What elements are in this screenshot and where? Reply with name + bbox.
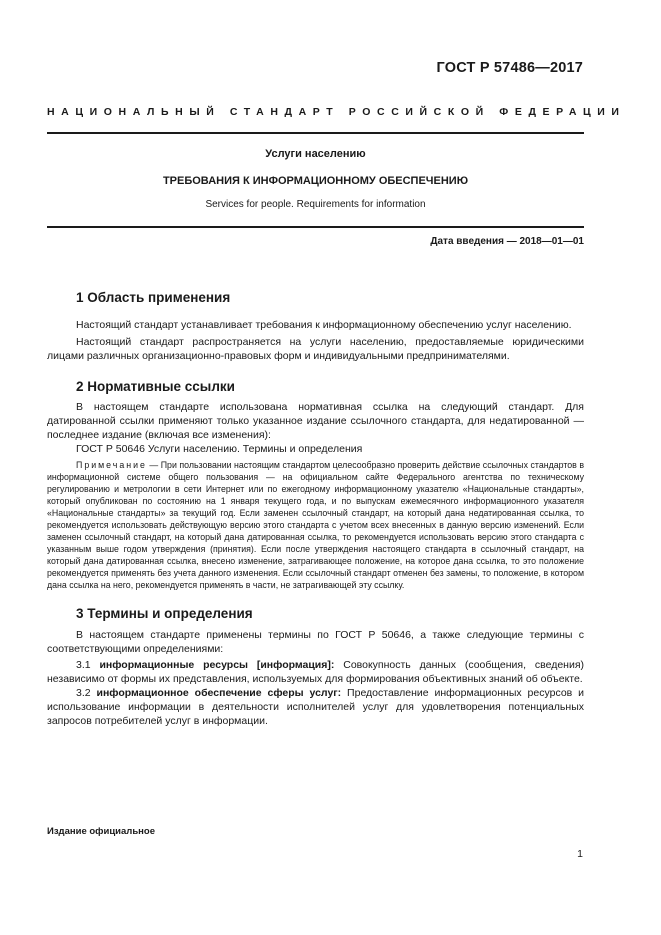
document-title: ТРЕБОВАНИЯ К ИНФОРМАЦИОННОМУ ОБЕСПЕЧЕНИЮ	[162, 175, 469, 187]
term-3-2-definition: Предоставление информационных ресурсов и использование информации в деятельности исполнителей услуг для удовлетворения потенциальных запросов потребителей услуг в информации.	[47, 687, 584, 727]
page-number: 1	[577, 848, 583, 860]
introduction-date: Дата введения — 2018—01—01	[430, 236, 584, 247]
term-3-1-number: 3.1	[76, 659, 100, 671]
section-2-paragraph-1: В настоящем стандарте использована нормативная ссылка на следующий стандарт. Для датированной ссылки применяют только указанное издание ссылочного стандарта, для недатированной — последнее издание (включая все изменения):	[47, 401, 584, 441]
section-3-paragraph-1: В настоящем стандарте применены термины по ГОСТ Р 50646, а также следующие термины с соответствующими определениями:	[47, 629, 584, 655]
bottom-divider	[47, 226, 584, 228]
term-3-2-name: информационное обеспечение сферы услуг:	[96, 687, 342, 699]
section-1-paragraph-1: Настоящий стандарт устанавливает требования к информационному обеспечению услуг населению.	[76, 319, 572, 331]
document-number: ГОСТ Р 57486—2017	[436, 60, 583, 76]
section-3-heading: 3 Термины и определения	[76, 606, 253, 621]
term-3-2	[47, 686, 584, 728]
term-3-2-number: 3.2	[76, 687, 97, 699]
normative-reference: ГОСТ Р 50646 Услуги населению. Термины и определения	[76, 443, 363, 455]
official-edition-label: Издание официальное	[47, 826, 155, 837]
note-label: Примечание	[76, 460, 147, 470]
term-3-1	[47, 658, 584, 686]
subject-title: Услуги населению	[265, 148, 366, 160]
section-2-heading: 2 Нормативные ссылки	[76, 379, 235, 394]
national-standard-caption: НАЦИОНАЛЬНЫЙ СТАНДАРТ РОССИЙСКОЙ ФЕДЕРАЦИИ	[47, 106, 626, 118]
term-3-1-definition: Совокупность данных (сообщения, сведения) независимо от формы их представления, используемых для формирования объективных знаний об объекте.	[47, 659, 585, 685]
section-1-heading: 1 Область применения	[76, 290, 231, 305]
top-divider	[47, 132, 584, 134]
document-body	[47, 289, 585, 728]
term-3-1-name: информационные ресурсы [информация]:	[99, 659, 335, 671]
section-1-paragraph-2: Настоящий стандарт распространяется на услуги населению, предоставляемые юридическими лицами различных организационно-правовых форм и индивидуальными предпринимателями.	[47, 336, 584, 362]
section-2-note	[47, 459, 584, 591]
english-title: Services for people. Requirements for information	[205, 199, 426, 210]
note-text: — При пользовании настоящим стандартом целесообразно проверить действие ссылочных стандартов в информационной системе общего пользования — на официальном сайте Федерального агентства по техническому регулированию и метрологии в сети Интернет или по ежегодному информационному указателю «Национальные стандарты», который опубликован по состоянию на 1 января текущего года, и по выпускам ежемесячного информационного указателя «Национальные стандарты» за текущий год. Если заменен ссылочный стандарт, на который дана недатированная ссылка, то рекомендуется использовать действующую версию этого стандарта с учетом всех внесенных в данную версию изменений. Если заменен ссылочный стандарт, на который дана датированная ссылка, то рекомендуется использовать версию этого стандарта с указанным выше годом утверждения (принятия). Если после утверждения настоящего стандарта в ссылочный стандарт, на который дана датированная ссылка, внесено изменение, затрагивающее положение, на которое дана ссылка, то это положение рекомендуется применять без учета данного изменения. Если ссылочный стандарт отменен без замены, то положение, в котором дана ссылка на него, рекомендуется применять в части, не затрагивающей эту ссылку.	[47, 460, 584, 590]
